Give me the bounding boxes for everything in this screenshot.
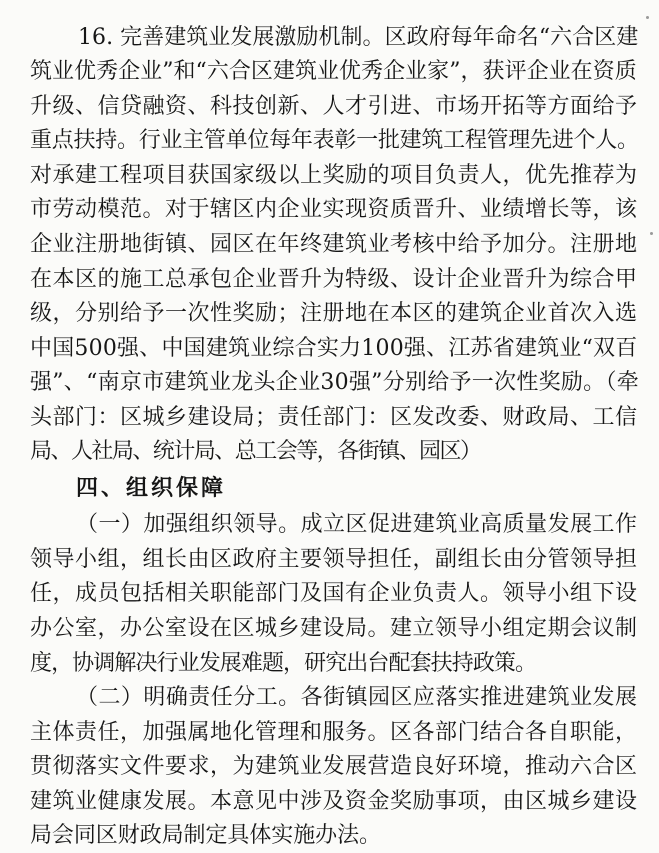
scan-speck: [650, 232, 653, 235]
text-line-2: 筑业优秀企业”和“六合区建筑业优秀企业家”，获评企业在资质: [30, 59, 637, 84]
text-line-22: 贯彻落实文件要求，为建筑业发展营造良好环境，推动六合区: [30, 754, 638, 779]
text-line-12: 头部门：区城乡建设局；责任部门：区发改委、财政局、工信: [30, 405, 638, 430]
text-line-16: 领导小组，组长由区政府主要领导担任，副组长由分管领导担: [30, 547, 638, 572]
text-line-18: 办公室，办公室设在区城乡建设局。建立领导小组定期会议制: [30, 616, 638, 641]
scan-speck: [646, 16, 649, 19]
text-line-19: 度，协调解决行业发展难题，研究出台配套扶持政策。: [30, 651, 537, 676]
text-line-11: 强”、“南京市建筑业龙头企业30强”分别给予一次性奖励。（牵: [30, 370, 640, 395]
text-line-21: 主体责任，加强属地化管理和服务。区各部门结合各自职能，: [30, 720, 638, 745]
text-line-23: 建筑业健康发展。本意见中涉及资金奖励事项，由区城乡建设: [30, 789, 638, 814]
text-line-10: 中国500强、中国建筑业综合实力100强、江苏省建筑业“双百: [30, 336, 638, 361]
text-line-17: 任，成员包括相关职能部门及国有企业负责人。领导小组下设: [30, 581, 638, 606]
section-heading: 四、组织保障: [76, 475, 227, 501]
text-line-9: 级，分别给予一次性奖励；注册地在本区的建筑企业首次入选: [30, 301, 638, 326]
text-line-3: 升级、信贷融资、科技创新、人才引进、市场开拓等方面给予: [30, 94, 638, 119]
text-line-7: 企业注册地街镇、园区在年终建筑业考核中给予加分。注册地: [30, 232, 638, 257]
text-line-13: 局、人社局、统计局、总工会等，各街镇、园区）: [30, 439, 481, 464]
text-line-15: （一）加强组织领导。成立区促进建筑业高质量发展工作: [76, 512, 638, 537]
text-line-1: 16. 完善建筑业发展激励机制。区政府每年命名“六合区建: [78, 25, 639, 50]
text-line-5: 对承建工程项目获国家级以上奖励的项目负责人，优先推荐为: [30, 163, 638, 188]
text-line-20: （二）明确责任分工。各街镇园区应落实推进建筑业发展: [76, 685, 638, 710]
text-line-24: 局会同区财政局制定具体实施办法。: [30, 823, 381, 848]
text-line-4: 重点扶持。行业主管单位每年表彰一批建筑工程管理先进个人。: [30, 128, 639, 153]
text-line-8: 在本区的施工总承包企业晋升为特级、设计企业晋升为综合甲: [30, 267, 638, 292]
text-line-6: 市劳动模范。对于辖区内企业实现资质晋升、业绩增长等，该: [30, 197, 638, 222]
